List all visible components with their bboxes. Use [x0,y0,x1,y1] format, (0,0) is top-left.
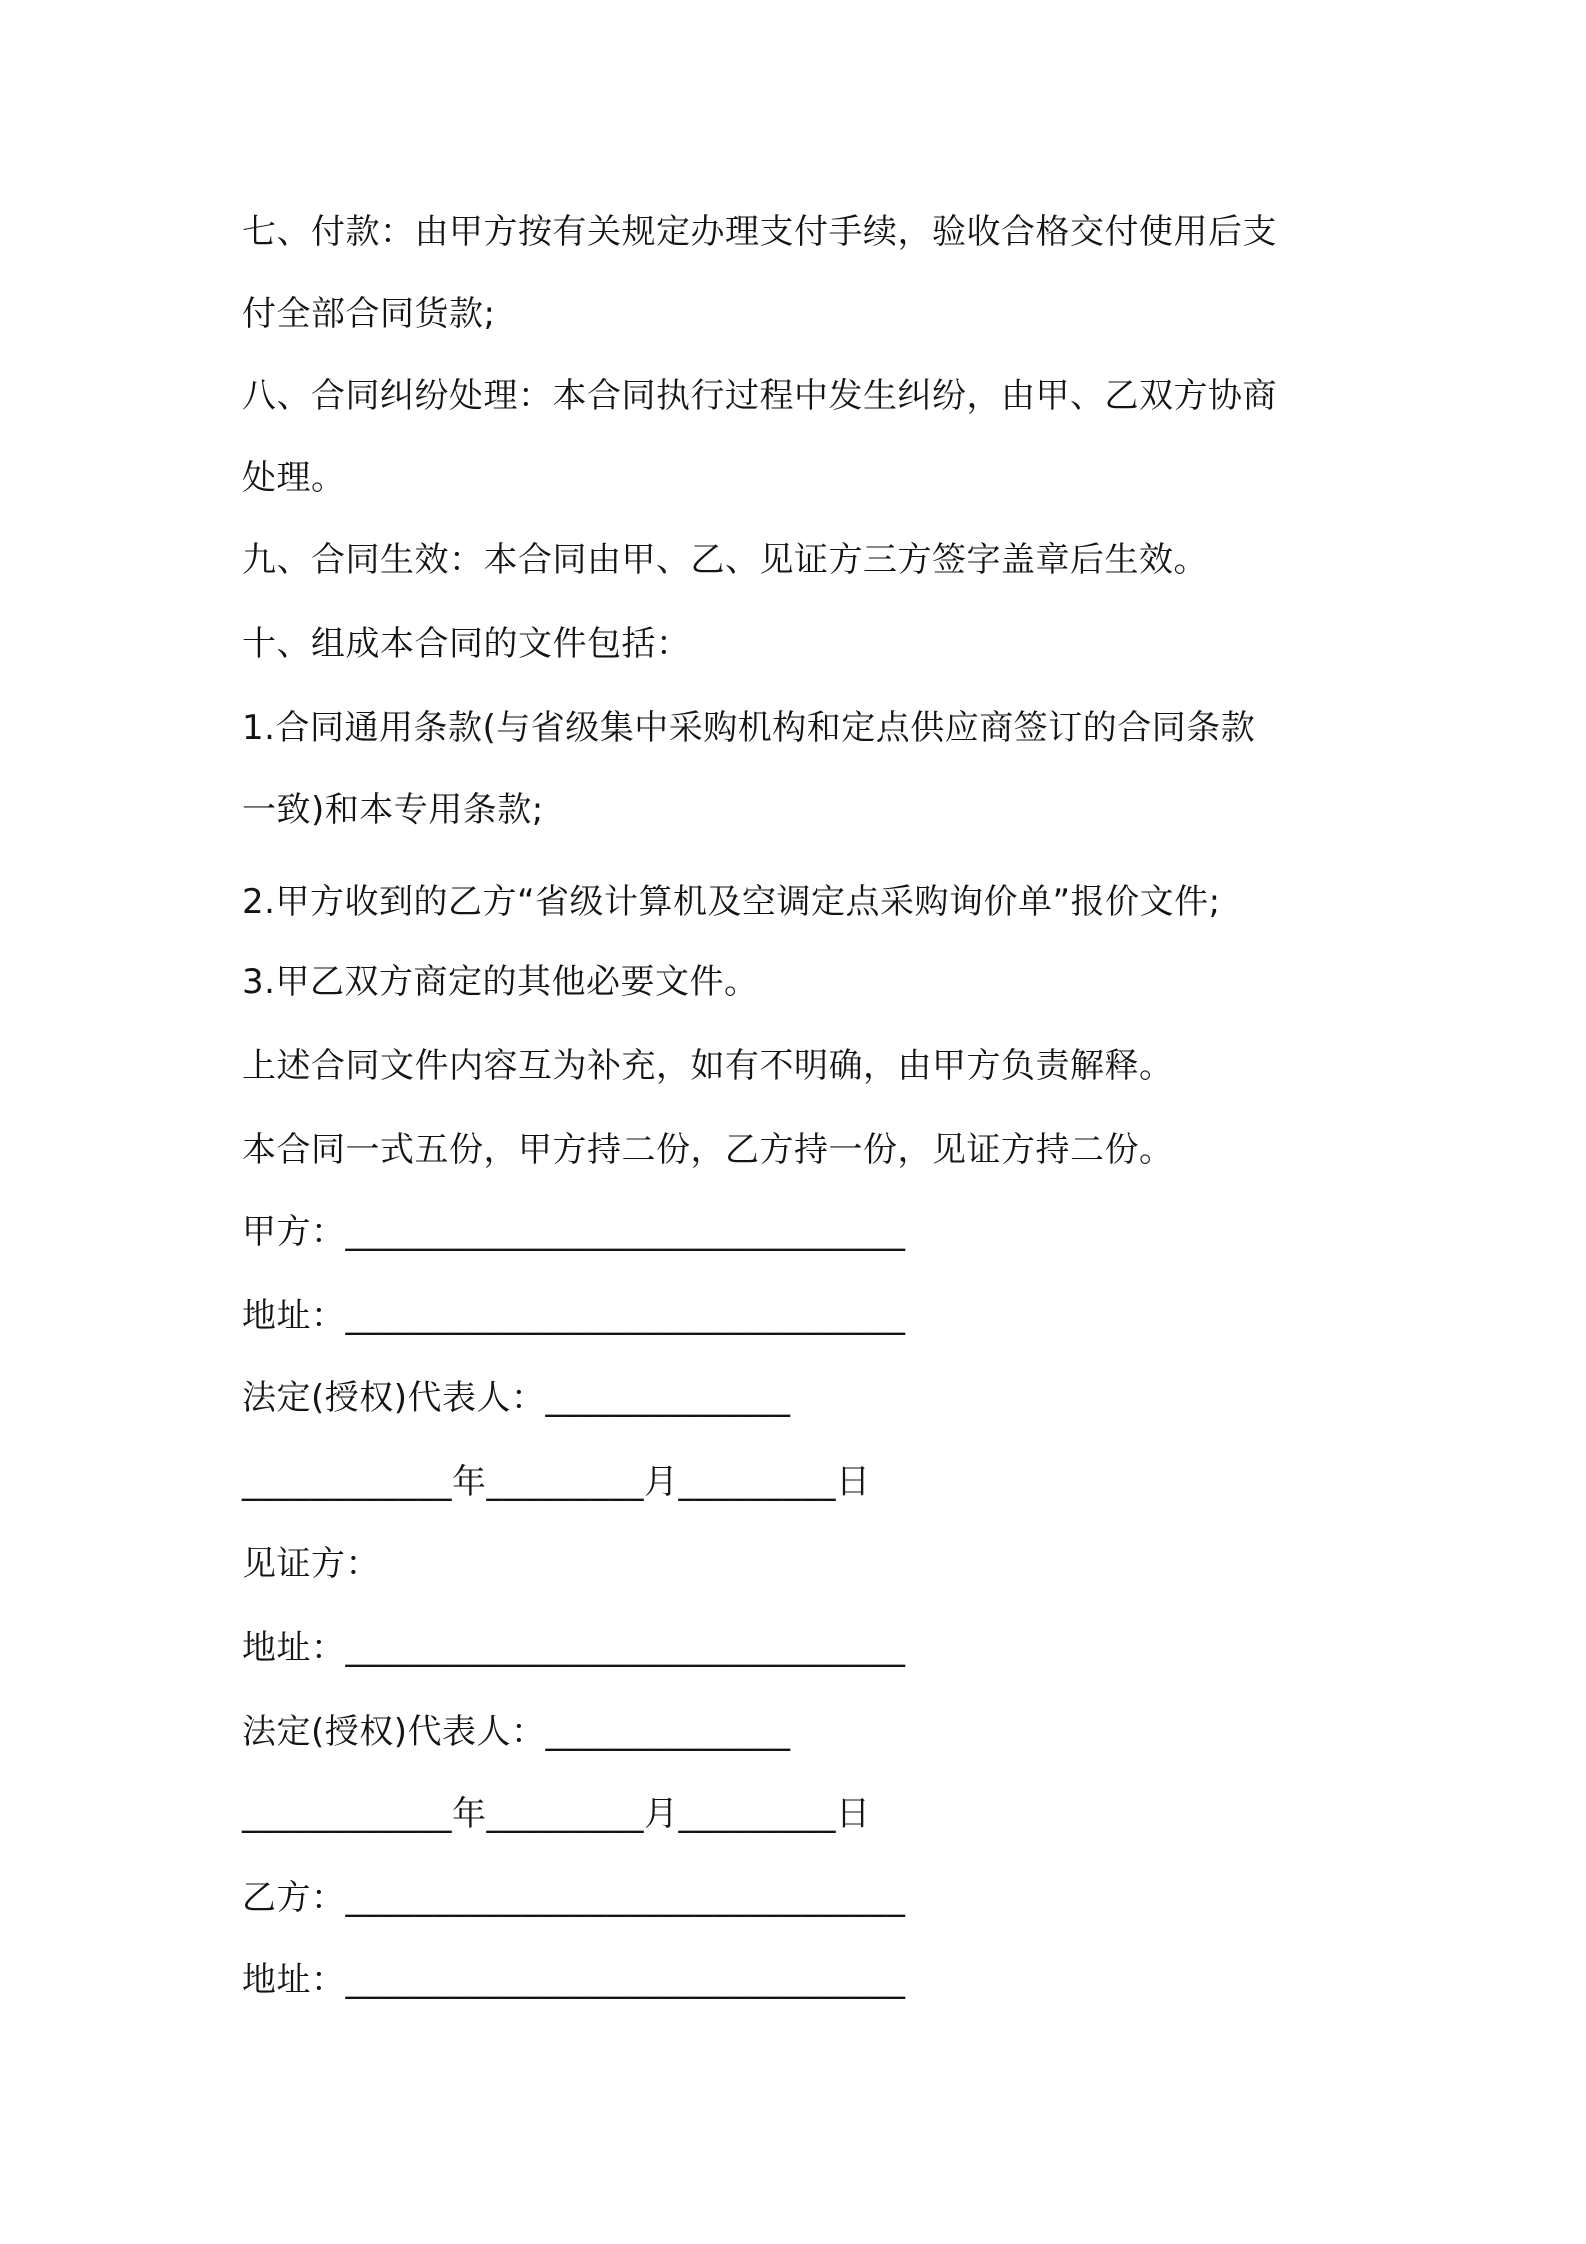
witness-representative-line: 法定(授权)代表人：______________ [242,1712,791,1752]
party-a-representative-line: 法定(授权)代表人：______________ [242,1378,791,1418]
party-a-name-line: 甲方：________________________________ [242,1212,906,1252]
item-1-line-1: 1.合同通用条款(与省级集中采购机构和定点供应商签订的合同条款 [242,708,1256,748]
item-1-line-2: 一致)和本专用条款; [242,790,544,830]
item-2: 2.甲方收到的乙方“省级计算机及空调定点采购询价单”报价文件; [242,882,1221,922]
witness-address-line: 地址：________________________________ [242,1628,906,1668]
item-3: 3.甲乙双方商定的其他必要文件。 [242,962,759,1002]
party-b-address-line: 地址：________________________________ [242,1960,906,2000]
clause-7-line-1: 七、付款：由甲方按有关规定办理支付手续，验收合格交付使用后支 [242,212,1277,252]
witness-name-line: 见证方： [242,1544,380,1584]
clause-8-line-1: 八、合同纠纷处理：本合同执行过程中发生纠纷，由甲、乙双方协商 [242,376,1277,416]
clause-10-heading: 十、组成本合同的文件包括： [242,624,691,664]
copies-note: 本合同一式五份，甲方持二份，乙方持一份，见证方持二份。 [242,1130,1174,1170]
witness-date-line: ____________年_________月_________日 [242,1794,871,1834]
party-b-name-line: 乙方：________________________________ [242,1878,906,1918]
party-a-address-line: 地址：________________________________ [242,1296,906,1336]
clause-8-line-2: 处理。 [242,458,346,498]
clause-7-line-2: 付全部合同货款; [242,294,496,334]
clause-9: 九、合同生效：本合同由甲、乙、见证方三方签字盖章后生效。 [242,540,1208,580]
party-a-date-line: ____________年_________月_________日 [242,1462,871,1502]
supplement-note: 上述合同文件内容互为补充，如有不明确，由甲方负责解释。 [242,1046,1174,1086]
